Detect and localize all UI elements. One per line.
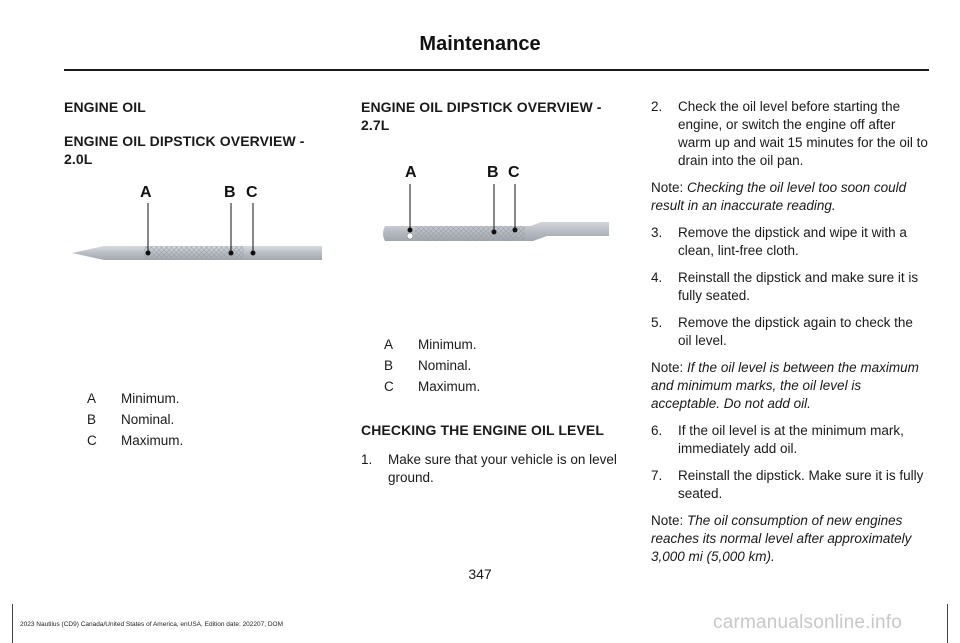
legend-text: Minimum. — [121, 390, 180, 406]
note-text: The oil consumption of new engines reaches its normal level after approximately 3,000 mi (5,000 km). — [651, 513, 912, 564]
step-text: If the oil level is at the minimum mark, immediately add oil. — [678, 423, 904, 456]
column-2 — [361, 98, 627, 496]
crop-mark-left — [12, 604, 13, 643]
legend-text: Nominal. — [121, 411, 175, 427]
section-heading-checking-oil-level: CHECKING THE ENGINE OIL LEVEL — [361, 422, 604, 438]
legend-key: A — [87, 390, 97, 406]
step-text: Make sure that your vehicle is on level ground. — [388, 452, 617, 485]
legend-key: B — [87, 411, 97, 427]
step-text: Remove the dipstick again to check the oil level. — [678, 315, 913, 348]
step-item — [651, 422, 929, 458]
step-number: 4. — [651, 270, 663, 285]
legend-text: Maximum. — [418, 378, 481, 394]
legend-key: C — [87, 432, 97, 448]
note-block — [651, 179, 929, 215]
step-item — [651, 224, 929, 260]
mark-b-dot — [492, 230, 497, 235]
legend-row — [64, 388, 326, 409]
step-item — [651, 467, 929, 503]
note-block — [651, 359, 929, 413]
step-item — [361, 451, 627, 487]
step-text: Reinstall the dipstick and make sure it is fully seated. — [678, 270, 919, 303]
step-item — [651, 269, 929, 305]
mark-c-dot — [513, 228, 518, 233]
footer-edition-text: 2023 Nautilus (CD9) Canada/United States of America, enUSA, Edition date: 202207, DOM — [20, 621, 284, 628]
section-heading-engine-oil: ENGINE OIL — [64, 99, 146, 115]
legend-text: Minimum. — [418, 336, 477, 352]
column-1 — [64, 98, 326, 451]
blade-hole — [407, 233, 413, 239]
figure-label-b: B — [487, 164, 499, 181]
figure-label-a: A — [405, 164, 417, 181]
step-number: 2. — [651, 99, 663, 114]
dipstick-figure-2-0l — [64, 180, 326, 388]
section-heading-dipstick-2-0l: ENGINE OIL DIPSTICK OVERVIEW - 2.0L — [64, 133, 305, 167]
legend-row — [361, 355, 627, 376]
mark-a-dot — [408, 228, 413, 233]
step-item — [651, 98, 929, 170]
figure-label-b: B — [224, 184, 236, 201]
legend-key: B — [384, 357, 394, 373]
step-number: 7. — [651, 468, 663, 483]
step-text: Reinstall the dipstick. Make sure it is fully seated. — [678, 468, 924, 501]
note-block — [651, 512, 929, 566]
note-label: Note: — [651, 513, 684, 528]
mark-a-dot — [146, 251, 151, 256]
legend-row — [64, 430, 326, 451]
figure-label-c: C — [246, 184, 258, 201]
note-label: Note: — [651, 360, 684, 375]
watermark-text: carmanualsonline.info — [713, 612, 903, 633]
figure-label-c: C — [508, 164, 520, 181]
legend-2-0l — [64, 388, 326, 451]
mark-b-dot — [229, 251, 234, 256]
step-number: 6. — [651, 423, 663, 438]
page-header-title: Maintenance — [419, 33, 541, 55]
legend-text: Maximum. — [121, 432, 184, 448]
section-heading-dipstick-2-7l: ENGINE OIL DIPSTICK OVERVIEW - 2.7L — [361, 99, 602, 133]
step-text: Check the oil level before starting the engine, or switch the engine off after warm up and wait 15 minutes for the oil to drain into the oil pan. — [678, 99, 928, 168]
figure-label-a: A — [140, 184, 152, 201]
step-number: 3. — [651, 225, 663, 240]
legend-key: C — [384, 378, 394, 394]
page-number: 347 — [468, 566, 492, 582]
column-3 — [651, 98, 929, 575]
legend-2-7l — [361, 334, 627, 397]
mark-c-dot — [251, 251, 256, 256]
step-number: 1. — [361, 452, 373, 467]
step-text: Remove the dipstick and wipe it with a clean, lint-free cloth. — [678, 225, 907, 258]
dipstick-figure-2-7l — [361, 146, 627, 334]
legend-row — [361, 334, 627, 355]
crop-mark-right — [947, 604, 948, 643]
legend-key: A — [384, 336, 394, 352]
note-text: If the oil level is between the maximum and minimum marks, the oil level is acceptable. Do not add oil. — [651, 360, 919, 411]
legend-text: Nominal. — [418, 357, 472, 373]
step-number: 5. — [651, 315, 663, 330]
header-divider — [64, 69, 929, 71]
note-label: Note: — [651, 180, 684, 195]
step-item — [651, 314, 929, 350]
note-text: Checking the oil level too soon could result in an inaccurate reading. — [651, 180, 907, 213]
legend-row — [361, 376, 627, 397]
legend-row — [64, 409, 326, 430]
